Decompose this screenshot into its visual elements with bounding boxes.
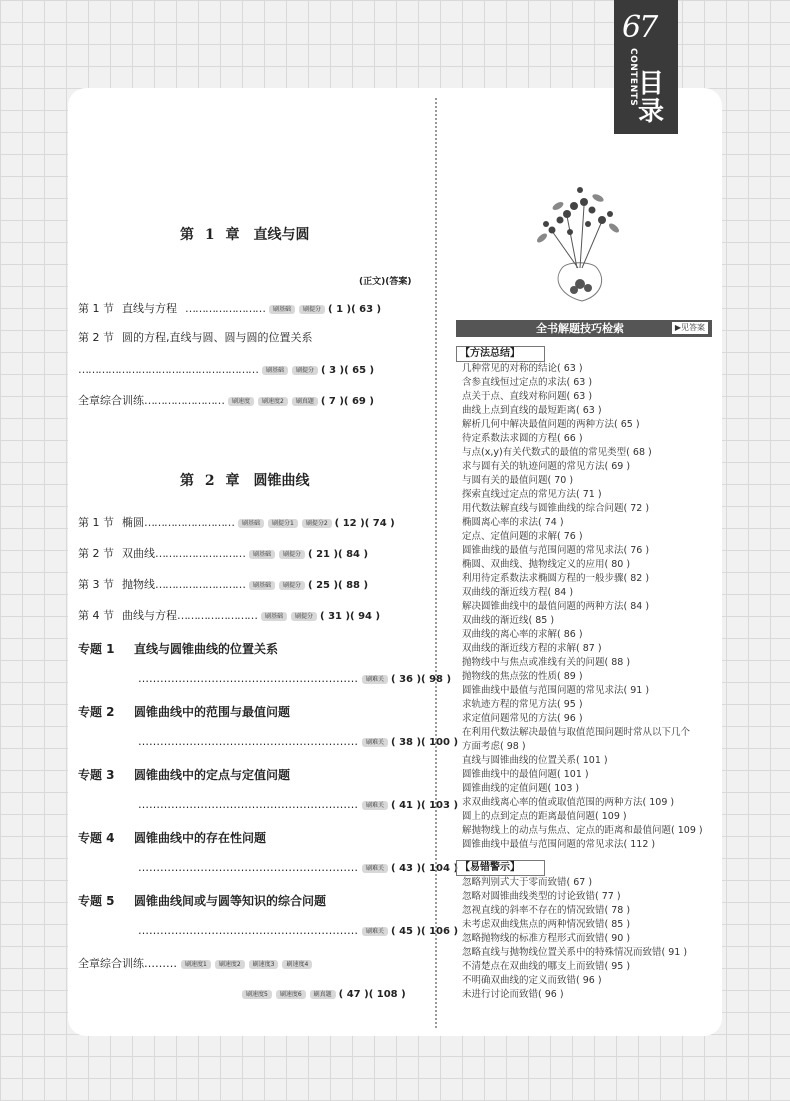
level-tag: 刷提分2 [302, 519, 332, 528]
methods-list [462, 362, 720, 852]
list-item[interactable]: 几种常见的对称的结论( 63 ) [462, 363, 583, 374]
technique-index-title: 全书解题技巧检索 [536, 322, 624, 335]
list-item[interactable]: 方面考虑( 98 ) [462, 741, 526, 752]
page-numbers: ( 7 )( 69 ) [320, 396, 374, 407]
topic-2-pages-row[interactable]: …………………………………………………… 刷难关 ( 38 )( 100 ) [138, 734, 458, 751]
level-tag: 刷速度4 [282, 960, 312, 969]
section-number: 全章综合训练 [78, 394, 144, 407]
level-tag: 刷难关 [362, 801, 388, 810]
level-tag: 刷速度3 [249, 960, 279, 969]
level-tag: 刷提分 [292, 366, 318, 375]
column-divider [435, 98, 437, 1028]
level-tag: 刷难关 [362, 864, 388, 873]
level-tag: 刷提分 [279, 550, 305, 559]
section-number: 第 4 节 [78, 609, 114, 622]
level-tag: 刷速度1 [181, 960, 211, 969]
level-tag: 刷难关 [362, 927, 388, 936]
toc-row[interactable] [78, 301, 428, 317]
page-numbers: ( 25 )( 88 ) [308, 580, 369, 591]
list-item[interactable]: 与点(x,y)有关代数式的最值的常见类型( 68 ) [462, 447, 652, 458]
contents-label: CONTENTS [628, 48, 638, 107]
list-item[interactable]: 圆锥曲线的定值问题( 103 ) [462, 783, 580, 794]
section-number: 第 3 节 [78, 578, 114, 591]
list-item[interactable]: 双曲线的渐近线方程的求解( 87 ) [462, 643, 602, 654]
list-item[interactable]: 忽略抛物线的标准方程形式而致错( 90 ) [462, 933, 631, 944]
contents-badge [614, 0, 678, 134]
leader-dots: ……… [144, 957, 177, 970]
page-numbers: ( 3 )( 65 ) [321, 365, 375, 376]
list-item[interactable]: 解析几何中解决最值问题的两种方法( 65 ) [462, 419, 640, 430]
page-numbers: ( 38 )( 100 ) [391, 737, 459, 748]
list-item[interactable]: 用代数法解直线与圆锥曲线的综合问题( 72 ) [462, 503, 650, 514]
level-tag: 刷基础 [261, 612, 287, 621]
topic-5-pages-row[interactable]: …………………………………………………… 刷难关 ( 45 )( 106 ) [138, 923, 458, 940]
list-item[interactable]: 利用待定系数法求椭圆方程的一般步骤( 82 ) [462, 573, 650, 584]
level-tag: 刷提分1 [268, 519, 298, 528]
list-item[interactable]: 解抛物线上的动点与焦点、定点的距离和最值问题( 109 ) [462, 825, 703, 836]
chapter-2-title: 第 2 章 圆锥曲线 [180, 473, 310, 489]
page-numbers: ( 36 )( 98 ) [391, 674, 452, 685]
chapter-2-final-row[interactable] [78, 956, 312, 972]
level-tag: 刷真题 [292, 397, 318, 406]
plant-illustration [522, 176, 632, 306]
section-number: 全章综合训练 [78, 957, 144, 970]
page-numbers: ( 21 )( 84 ) [308, 549, 369, 560]
level-tag: 刷难关 [362, 675, 388, 684]
page-numbers: ( 31 )( 94 ) [320, 611, 381, 622]
list-item[interactable]: 抛物线的焦点弦的性质( 89 ) [462, 671, 583, 682]
list-item[interactable]: 求双曲线离心率的值或取值范围的两种方法( 109 ) [462, 797, 675, 808]
topic-1-title[interactable]: 专题 1 直线与圆锥曲线的位置关系 [78, 642, 279, 656]
list-item[interactable]: 圆锥曲线中最值与范围问题的常见求法( 112 ) [462, 839, 656, 850]
page-numbers: ( 1 )( 63 ) [328, 304, 382, 315]
technique-index-bar [456, 320, 712, 337]
errors-list [462, 876, 720, 1002]
list-item[interactable]: 探索直线过定点的常见方法( 71 ) [462, 489, 602, 500]
list-item[interactable]: 不清楚点在双曲线的哪支上而致错( 95 ) [462, 961, 631, 972]
list-item[interactable]: 椭圆、双曲线、抛物线定义的应用( 80 ) [462, 559, 631, 570]
section-number: 第 2 节 [78, 331, 114, 344]
leader-dots: …………………… [185, 302, 265, 315]
list-item[interactable]: 圆锥曲线中的最值问题( 101 ) [462, 769, 589, 780]
list-item[interactable]: 未考虑双曲线焦点的两种情况致错( 85 ) [462, 919, 631, 930]
list-item[interactable]: 椭圆离心率的求法( 74 ) [462, 517, 564, 528]
list-item[interactable]: 解决圆锥曲线中的最值问题的两种方法( 84 ) [462, 601, 650, 612]
list-item[interactable]: 双曲线的渐近线( 85 ) [462, 615, 555, 626]
page-numbers: ( 43 )( 104 ) [391, 863, 459, 874]
list-item[interactable]: 点关于点、直线对称问题( 63 ) [462, 391, 593, 402]
level-tag: 刷难关 [362, 738, 388, 747]
leader-dots: …………………… [177, 609, 257, 622]
list-item[interactable]: 曲线上点到直线的最短距离( 63 ) [462, 405, 602, 416]
toc-row[interactable] [78, 330, 428, 346]
list-item[interactable]: 未进行讨论而致错( 96 ) [462, 989, 564, 1000]
list-item[interactable]: 求定值问题常见的方法( 96 ) [462, 713, 583, 724]
topic-4-title[interactable]: 专题 4 圆锥曲线中的存在性问题 [78, 831, 267, 845]
list-item[interactable]: 忽略判别式大于零而致错( 67 ) [462, 877, 593, 888]
topic-3-pages-row[interactable]: …………………………………………………… 刷难关 ( 41 )( 103 ) [138, 797, 458, 814]
leader-dots: ……………………… [144, 516, 234, 529]
errors-heading: 【易错警示】 [456, 860, 545, 876]
level-tag: 刷速度2 [258, 397, 288, 406]
section-title: 椭圆 [122, 516, 144, 529]
section-title: 直线与方程 [122, 302, 177, 315]
page-numbers: ( 47 )( 108 ) [338, 989, 406, 1000]
list-item[interactable]: 圆锥曲线的最值与范围问题的常见求法( 76 ) [462, 545, 650, 556]
list-item[interactable]: 忽视直线的斜率不存在的情况致错( 78 ) [462, 905, 631, 916]
leader-dots: …………………… [144, 394, 224, 407]
page-numbers: ( 45 )( 106 ) [391, 926, 459, 937]
list-item[interactable]: 定点、定值问题的求解( 76 ) [462, 531, 583, 542]
level-tag: 刷提分 [291, 612, 317, 621]
see-answers-link[interactable]: ▶见答案 [672, 322, 708, 334]
list-item[interactable]: 忽略对圆锥曲线类型的讨论致错( 77 ) [462, 891, 621, 902]
toc-row[interactable] [78, 608, 428, 624]
toc-row[interactable] [78, 546, 428, 562]
topic-5-title[interactable]: 专题 5 圆锥曲线间或与圆等知识的综合问题 [78, 894, 327, 908]
page-numbers: ( 12 )( 74 ) [334, 518, 395, 529]
section-title: 曲线与方程 [122, 609, 177, 622]
page-title: 目录 [638, 69, 665, 127]
topic-4-pages-row[interactable]: …………………………………………………… 刷难关 ( 43 )( 104 ) [138, 860, 458, 877]
badge-number: 67 [622, 10, 657, 45]
topic-3-title[interactable]: 专题 3 圆锥曲线中的定点与定值问题 [78, 768, 291, 782]
list-item[interactable]: 与圆有关的最值问题( 70 ) [462, 475, 574, 486]
list-item[interactable]: 双曲线的渐近线方程( 84 ) [462, 587, 574, 598]
level-tag: 刷基础 [249, 581, 275, 590]
topic-2-title[interactable]: 专题 2 圆锥曲线中的范围与最值问题 [78, 705, 291, 719]
level-tag: 刷基础 [238, 519, 264, 528]
list-item[interactable]: 待定系数法求圆的方程( 66 ) [462, 433, 583, 444]
toc-row[interactable] [78, 515, 428, 531]
leader-dots: ……………………………………………… [78, 363, 258, 376]
list-item[interactable]: 直线与圆锥曲线的位置关系( 101 ) [462, 755, 608, 766]
list-item[interactable]: 在利用代数法解决最值与取值范围问题时常从以下几个 [462, 727, 691, 738]
topic-1-pages-row[interactable]: …………………………………………………… 刷难关 ( 36 )( 98 ) [138, 671, 451, 688]
chapter-2-final-row-continued[interactable] [238, 986, 406, 1003]
list-item[interactable]: 不明确双曲线的定义而致错( 96 ) [462, 975, 602, 986]
leader-dots: ……………………… [155, 547, 245, 560]
list-item[interactable]: 含参直线恒过定点的求法( 63 ) [462, 377, 593, 388]
toc-row[interactable] [78, 577, 428, 593]
section-number: 第 1 节 [78, 302, 114, 315]
section-title: 抛物线 [122, 578, 155, 591]
level-tag: 刷基础 [249, 550, 275, 559]
level-tag: 刷真题 [310, 990, 336, 999]
list-item[interactable]: 抛物线中与焦点或准线有关的问题( 88 ) [462, 657, 631, 668]
section-number: 第 1 节 [78, 516, 114, 529]
list-item[interactable]: 圆上的点到定点的距离最值问题( 109 ) [462, 811, 627, 822]
level-tag: 刷基础 [262, 366, 288, 375]
chapter-1-title: 第 1 章 直线与圆 [180, 227, 310, 243]
list-item[interactable]: 忽略直线与抛物线位置关系中的特殊情况而致错( 91 ) [462, 947, 688, 958]
section-title: 圆的方程,直线与圆、圆与圆的位置关系 [122, 331, 313, 344]
level-tag: 刷速度2 [215, 960, 245, 969]
level-tag: 刷基础 [269, 305, 295, 314]
level-tag: 刷速度 [228, 397, 254, 406]
level-tag: 刷速度6 [276, 990, 306, 999]
list-item[interactable]: 求轨迹方程的常见方法( 95 ) [462, 699, 583, 710]
list-item[interactable]: 圆锥曲线中最值与范围问题的常见求法( 91 ) [462, 685, 650, 696]
list-item[interactable]: 双曲线的离心率的求解( 86 ) [462, 629, 583, 640]
column-header: (正文)(答案) [359, 277, 412, 287]
level-tag: 刷提分 [299, 305, 325, 314]
section-title: 双曲线 [122, 547, 155, 560]
leader-dots: ……………………… [155, 578, 245, 591]
toc-row-continued[interactable] [78, 362, 428, 378]
toc-row[interactable] [78, 393, 428, 409]
list-item[interactable]: 求与圆有关的轨迹问题的常见方法( 69 ) [462, 461, 631, 472]
page-numbers: ( 41 )( 103 ) [391, 800, 459, 811]
level-tag: 刷速度5 [242, 990, 272, 999]
methods-heading: 【方法总结】 [456, 346, 545, 362]
level-tag: 刷提分 [279, 581, 305, 590]
section-number: 第 2 节 [78, 547, 114, 560]
